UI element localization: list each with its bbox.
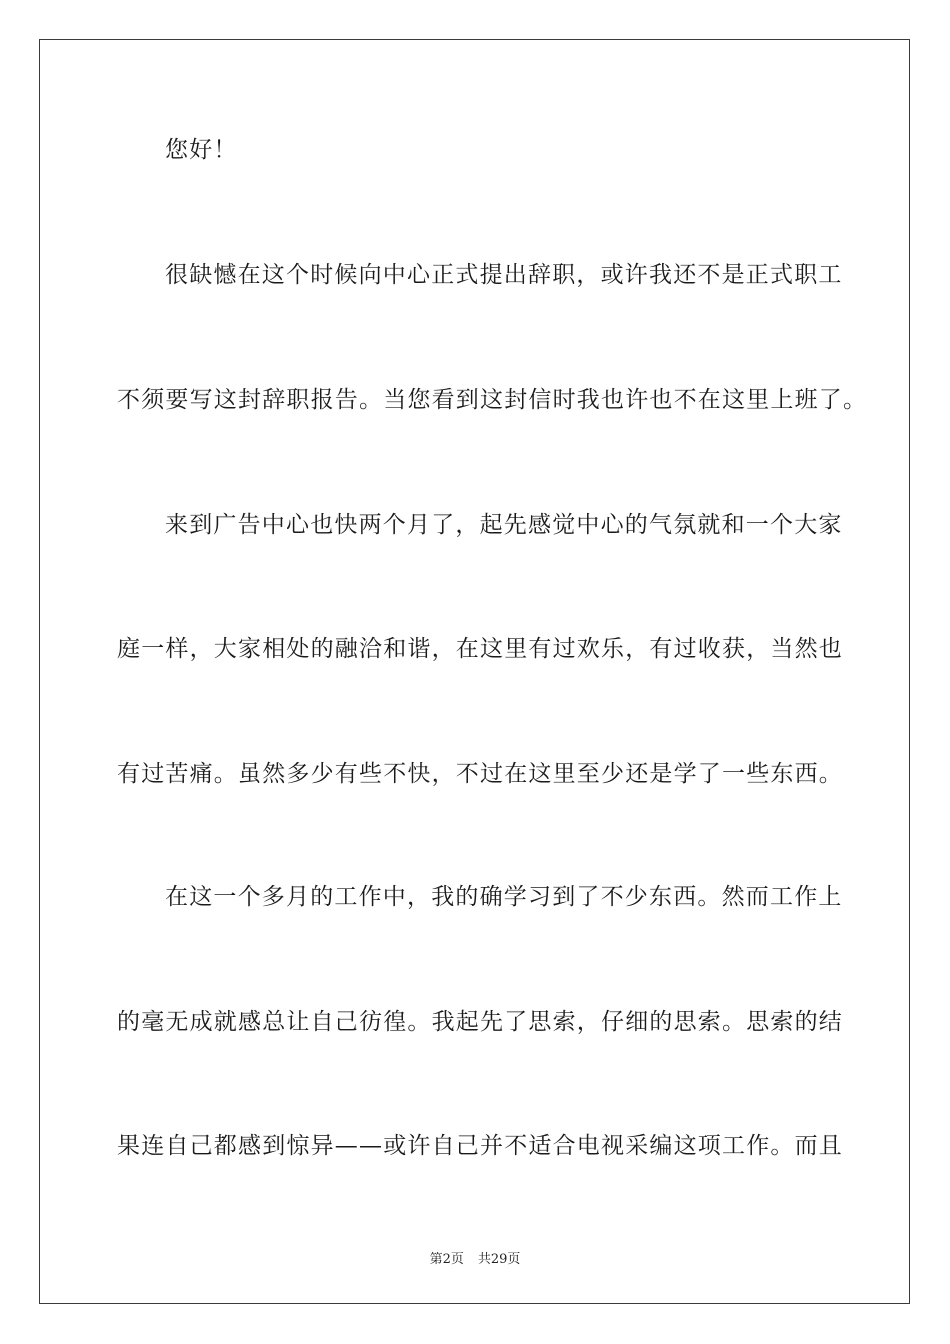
salutation: 您好！ xyxy=(165,137,238,163)
paragraph-line: 来到广告中心也快两个月了，起先感觉中心的气氛就和一个大家 xyxy=(165,512,843,538)
paragraph-line: 果连自己都感到惊异——或许自己并不适合电视采编这项工作。而且 xyxy=(117,1133,843,1159)
page-number: 第2页 xyxy=(429,1252,464,1267)
paragraph-line: 的毫无成就感总让自己彷徨。我起先了思索，仔细的思索。思索的结 xyxy=(117,1009,843,1035)
paragraph-line: 庭一样，大家相处的融洽和谐，在这里有过欢乐，有过收获，当然也 xyxy=(117,636,843,662)
page-footer xyxy=(0,1248,950,1267)
page-total: 共29页 xyxy=(477,1252,521,1267)
page-border xyxy=(39,39,910,1304)
paragraph-line: 很缺憾在这个时候向中心正式提出辞职，或许我还不是正式职工 xyxy=(165,262,843,288)
paragraph-line: 在这一个多月的工作中，我的确学习到了不少东西。然而工作上 xyxy=(165,884,843,910)
paragraph-line: 不须要写这封辞职报告。当您看到这封信时我也许也不在这里上班了。 xyxy=(117,387,868,413)
paragraph-line: 有过苦痛。虽然多少有些不快，不过在这里至少还是学了一些东西。 xyxy=(117,761,843,787)
